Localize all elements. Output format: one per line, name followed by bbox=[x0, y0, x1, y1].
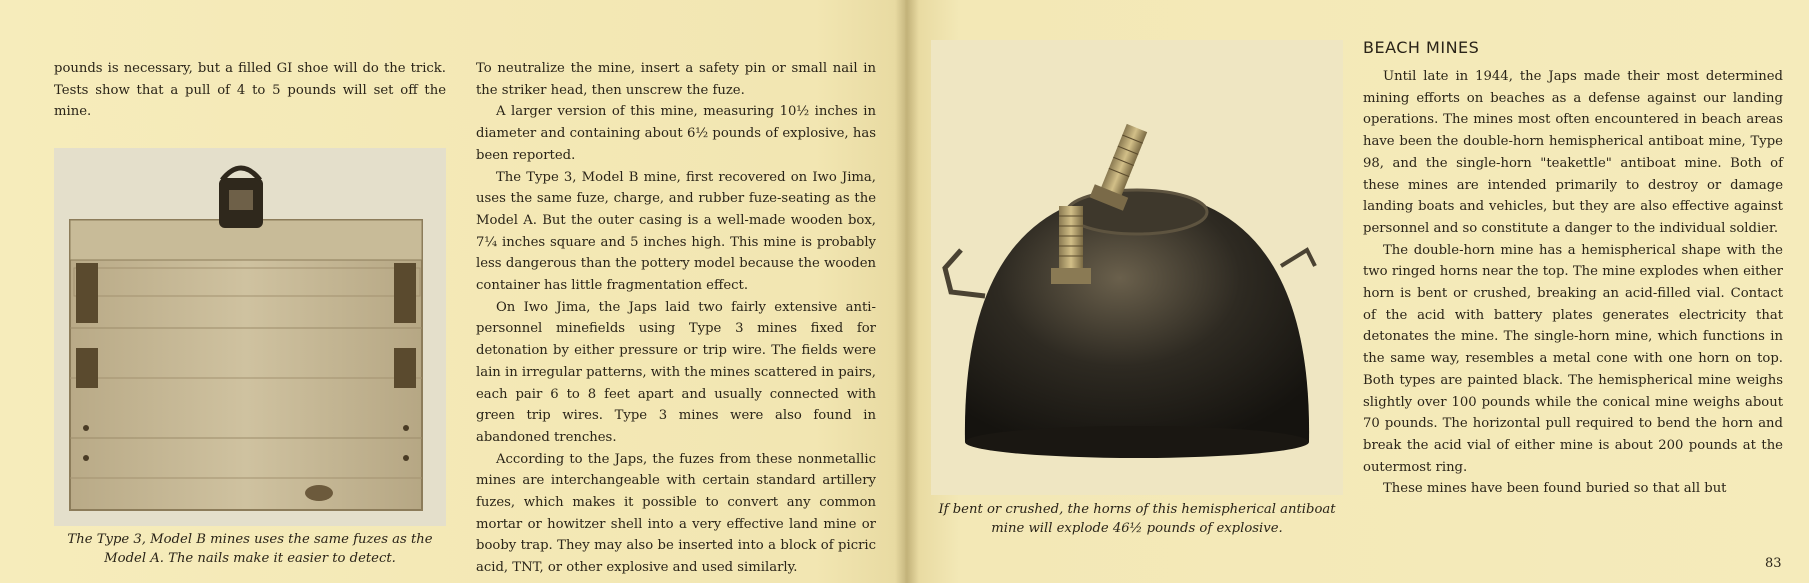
left-column-2 bbox=[476, 58, 876, 579]
wooden-box-mine-photo bbox=[54, 148, 446, 526]
paragraph: The double-horn mine has a hemispherical shape with the two ringed horns near the top. The mine explodes when either horn is bent or crushed, breaking an acid-filled vial. Contact of the acid with battery plates generates electricity that detonates the mine. The single-horn mine, which functions in the same way, resembles a metal cone with one horn on top. Both types are painted black. The hemispherical mine weighs slightly over 100 pounds while the conical mine weighs about 70 pounds. The horizontal pull required to bend the horn and break the acid vial of either mine is about 200 pounds at the outermost ring. bbox=[1363, 242, 1783, 475]
left-photo-caption: The Type 3, Model B mines uses the same fuzes as the Model A. The nails make it easier to detect. bbox=[67, 532, 433, 566]
paragraph: Until late in 1944, the Japs made their most determined mining efforts on beaches as a defense against our landing operations. The mines most often encountered in beach areas have been the double-horn hemispherical antiboat mine, Type 98, and the single-horn "teakettle" antiboat mine. Both of these mines are intended primarily to destroy or damage landing boats and vehicles, but they are also effective against personnel and so constitute a danger to the individual soldier. bbox=[1363, 69, 1783, 236]
wooden-box-mine-image bbox=[54, 148, 446, 526]
paragraph: According to the Japs, the fuzes from these nonmetallic mines are interchangeable with certain standard artillery fuzes, which makes it possible to convert any common mortar or howitzer shell into a very effective land mine or booby trap. They may also be inserted into a block of picric acid, TNT, or other explosive and used similarly. bbox=[476, 451, 876, 576]
right-column bbox=[1363, 66, 1783, 500]
paragraph: On Iwo Jima, the Japs laid two fairly extensive anti-personnel minefields using Type 3 mines fixed for detonation by either pressure or trip wire. The fields were lain in irregular patterns, with the mines scattered in pairs, each pair 6 to 8 feet apart and usually connected with green trip wires. Type 3 mines were also found in abandoned trenches. bbox=[476, 299, 876, 445]
section-heading: BEACH MINES bbox=[1363, 38, 1480, 57]
antiboat-mine-photo bbox=[931, 40, 1343, 495]
right-page bbox=[905, 0, 1809, 583]
paragraph: pounds is necessary, but a filled GI shoe will do the trick. Tests show that a pull of 4 to 5 pounds will set off the mine. bbox=[54, 61, 446, 120]
right-photo-caption: If bent or crushed, the horns of this hemispherical antiboat mine will explode 46½ pounds of explosive. bbox=[938, 502, 1336, 536]
paragraph: A larger version of this mine, measuring 10½ inches in diameter and containing about 6½ pounds of explosive, has been reported. bbox=[476, 104, 876, 163]
paragraph: To neutralize the mine, insert a safety pin or small nail in the striker head, then unscrew the fuze. bbox=[476, 61, 876, 98]
antiboat-mine-image bbox=[931, 40, 1343, 495]
page-number: 83 bbox=[1765, 556, 1782, 571]
paragraph: The Type 3, Model B mine, first recovered on Iwo Jima, uses the same fuze, charge, and rubber fuze-seating as the Model A. But the outer casing is a well-made wooden box, 7¼ inches square and 5 inches high. This mine is probably less dangerous than the pottery model because the wooden container has little fragmentation effect. bbox=[476, 169, 876, 294]
paragraph: These mines have been found buried so that all but bbox=[1383, 481, 1727, 497]
book-gutter bbox=[895, 0, 919, 583]
left-column-1 bbox=[54, 58, 446, 123]
